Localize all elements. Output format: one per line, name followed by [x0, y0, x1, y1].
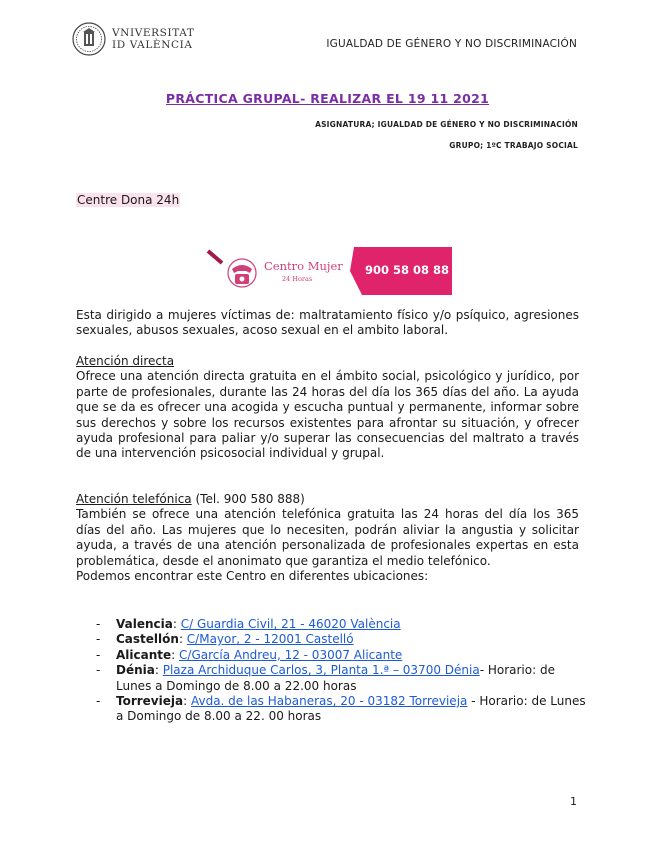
university-logo	[72, 21, 197, 57]
list-item: - Valencia: C/ Guardia Civil, 21 - 46020 València	[96, 617, 401, 631]
intro-paragraph: Esta dirigido a mujeres víctimas de: maltratamiento físico y/o psíquico, agresiones sexuales, abusos sexuales, acoso sexual en el ambito laboral.	[76, 308, 579, 338]
header-course-title: IGUALDAD DE GÉNERO Y NO DISCRIMINACIÓN	[326, 38, 577, 50]
banner-phone: 900 58 08 88	[365, 263, 450, 277]
logo-line-2: ID VALÈNCIA	[112, 39, 193, 51]
university-seal-icon	[72, 22, 106, 56]
location-hours: - Horario: de Lunes a Domingo de 8.00 a 22.00 horas	[116, 663, 555, 693]
location-address-link[interactable]: C/García Andreu, 12 - 03007 Alicante	[179, 647, 403, 662]
locations-list	[96, 617, 586, 725]
list-item: - Dénia: Plaza Archiduque Carlos, 3, Planta 1.ª – 03700 Dénia- Horario: de Lunes a Domingo de 8.00 a 22.00 horas	[96, 663, 555, 693]
banner-hours: 24 Horas	[282, 275, 313, 283]
atencion-directa-heading: Atención directa	[76, 354, 175, 368]
location-city: Alicante	[116, 647, 172, 662]
university-name	[112, 27, 194, 51]
location-city: Castellón	[116, 632, 179, 647]
location-city: Torrevieja	[116, 694, 184, 709]
locations-intro: Podemos encontrar este Centro en diferentes ubicaciones:	[76, 569, 429, 584]
atencion-telefonica-text: También se ofrece una atención telefónica gratuita las 24 horas del día los 365 días del año. Las mujeres que lo necesiten, podrán aliviar la angustia y solicitar ayuda, a través de una atención personalizada de profesionales expertas en esta problemática, desde el anonimato que garantiza el medio telefónico.	[76, 507, 579, 568]
atencion-telefonica-heading-line	[76, 492, 579, 507]
location-address-link[interactable]: C/ Guardia Civil, 21 - 46020 València	[180, 617, 401, 631]
telephone-icon	[222, 255, 262, 291]
list-item: - Castellón: C/Mayor, 2 - 12001 Castelló	[96, 632, 354, 647]
atencion-telefonica-heading: Atención telefónica	[76, 492, 192, 506]
location-city: Valencia	[116, 617, 173, 631]
section-name: Centre Dona 24h	[77, 193, 180, 207]
centro-mujer-banner	[202, 247, 452, 295]
location-city: Dénia	[116, 663, 155, 678]
logo-line-1: VNIVERSITAT	[112, 27, 195, 39]
atencion-telefonica-section	[76, 492, 579, 584]
location-address-link[interactable]: Avda. de las Habaneras, 20 - 03182 Torrevieja	[190, 694, 468, 709]
atencion-directa-section	[76, 354, 579, 462]
location-address-link[interactable]: C/Mayor, 2 - 12001 Castelló	[186, 632, 354, 647]
location-address-link[interactable]: Plaza Archiduque Carlos, 3, Planta 1.ª – 03700 Dénia	[162, 663, 480, 678]
group-line: GRUPO; 1ºC TRABAJO SOCIAL	[449, 141, 578, 150]
atencion-telefonica-tel: (Tel. 900 580 888)	[191, 492, 305, 506]
list-item: - Torrevieja: Avda. de las Habaneras, 20 - 03182 Torrevieja - Horario: de Lunes a Domingo de 8.00 a 22. 00 horas	[96, 694, 586, 724]
page-title: PRÁCTICA GRUPAL- REALIZAR EL 19 11 2021	[165, 91, 490, 106]
list-item: - Alicante: C/García Andreu, 12 - 03007 Alicante	[96, 647, 403, 662]
subject-line: ASIGNATURA; IGUALDAD DE GÉNERO Y NO DISCRIMINACIÓN	[315, 120, 578, 129]
location-hours: - Horario: de Lunes a Domingo de 8.00 a 22. 00 horas	[116, 694, 586, 724]
banner-title: Centro Mujer	[264, 259, 343, 273]
atencion-directa-text: Ofrece una atención directa gratuita en el ámbito social, psicológico y jurídico, por parte de profesionales, durante las 24 horas del día los 365 días del año. La ayuda que se da es ofrecer una acogida y escucha puntual y permanente, informar sobre sus derechos y sobre los recursos existentes para afrontar su situación, y ofrecer ayuda profesional para paliar y/o superar las consecuencias del maltrato a través de una intervención psicosocial individual y grupal.	[76, 369, 579, 461]
page-number: 1	[570, 795, 577, 808]
